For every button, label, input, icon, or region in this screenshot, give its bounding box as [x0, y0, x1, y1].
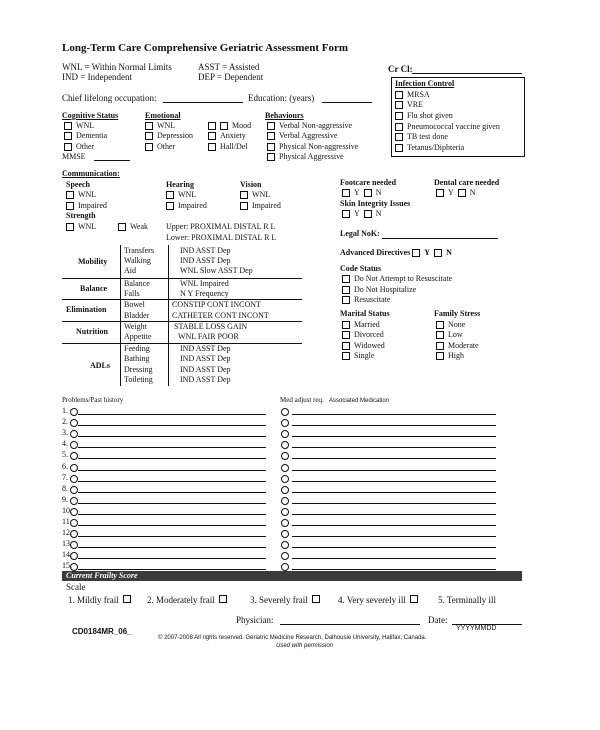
radio-icon[interactable] — [281, 408, 289, 416]
education-label: Education: (years) — [248, 93, 315, 103]
adls-label: ADLs — [90, 361, 111, 370]
frailty-title: Current Frailty Score — [66, 571, 138, 580]
problem-number: 2. — [62, 417, 68, 426]
sub-label: Transfers — [124, 246, 154, 255]
checkbox-icon[interactable] — [364, 189, 372, 197]
cognitive-title: Cognitive Status — [62, 111, 119, 120]
behaviour-item[interactable]: Verbal Aggressive — [267, 131, 337, 141]
radio-icon[interactable] — [70, 552, 78, 560]
medication-line[interactable] — [292, 569, 496, 570]
radio-icon[interactable] — [70, 530, 78, 538]
infection-item[interactable]: TB test done — [395, 132, 448, 142]
infection-item[interactable]: MRSA — [395, 90, 430, 100]
problem-line[interactable] — [78, 569, 266, 570]
checkbox-icon[interactable] — [395, 123, 403, 131]
hearing-label: Hearing — [166, 180, 194, 189]
legend-wnl: WNL = Within Normal Limits — [62, 62, 172, 72]
advanced-directives[interactable]: Advanced Directives Y N — [340, 248, 452, 257]
radio-icon[interactable] — [70, 486, 78, 494]
medication-line[interactable] — [292, 525, 496, 526]
problem-number: 10. — [62, 506, 72, 515]
checkbox-icon[interactable] — [342, 189, 350, 197]
checkbox-icon[interactable] — [267, 153, 275, 161]
medication-line[interactable] — [292, 481, 496, 482]
sub-label: Weight — [124, 322, 147, 331]
behaviours-title: Behaviours — [265, 111, 304, 120]
medication-line[interactable] — [292, 558, 496, 559]
problem-line[interactable] — [78, 447, 266, 448]
emotional-item[interactable]: Depression — [145, 131, 193, 141]
radio-icon[interactable] — [70, 508, 78, 516]
code-status-item[interactable]: Resuscitate — [342, 295, 390, 305]
sub-label: Aid — [124, 266, 136, 275]
physician-field[interactable] — [280, 624, 420, 625]
checkbox-icon[interactable] — [395, 133, 403, 141]
skin-yn[interactable]: Y N — [342, 209, 382, 219]
problem-line[interactable] — [78, 481, 266, 482]
checkbox-icon[interactable] — [166, 202, 174, 210]
problem-number: 4. — [62, 439, 68, 448]
options[interactable]: CATHETER CONT INCONT — [172, 311, 269, 320]
problem-line[interactable] — [78, 536, 266, 537]
checkbox-icon[interactable] — [342, 286, 350, 294]
speech-label: Speech — [66, 180, 90, 189]
hearing-item[interactable]: Impaired — [166, 201, 207, 211]
radio-icon[interactable] — [281, 530, 289, 538]
radio-icon[interactable] — [281, 452, 289, 460]
checkbox-icon[interactable] — [342, 275, 350, 283]
cognitive-item[interactable]: Other — [64, 142, 94, 152]
problem-number: 11. — [62, 517, 72, 526]
strength-label: Strength — [66, 211, 96, 220]
emotional-title: Emotional — [145, 111, 181, 120]
checkbox-icon[interactable] — [145, 143, 153, 151]
radio-icon[interactable] — [70, 519, 78, 527]
infection-item[interactable]: VRE — [395, 100, 423, 110]
medication-line[interactable] — [292, 458, 496, 459]
radio-icon[interactable] — [70, 464, 78, 472]
sub-label: Feeding — [124, 344, 150, 353]
family-stress-item[interactable]: Moderate — [436, 341, 479, 351]
checkbox-icon[interactable] — [342, 321, 350, 329]
options[interactable]: WNL FAIR POOR — [178, 332, 239, 341]
sub-label: Toileting — [124, 375, 153, 384]
radio-icon[interactable] — [70, 430, 78, 438]
infection-item[interactable]: Flu shot given — [395, 111, 453, 121]
radio-icon[interactable] — [70, 452, 78, 460]
checkbox-icon[interactable] — [342, 342, 350, 350]
checkbox-icon[interactable] — [208, 143, 216, 151]
sub-label: Dressing — [124, 365, 153, 374]
hall-del-item[interactable]: Hall/Del — [208, 142, 248, 152]
problem-number: 7. — [62, 473, 68, 482]
speech-item[interactable]: Impaired — [66, 201, 107, 211]
code-status-item[interactable]: Do Not Attempt to Resuscitate — [342, 274, 452, 284]
checkbox-icon[interactable] — [66, 223, 74, 231]
problems-label: Problems/Past history — [62, 396, 124, 404]
problem-number: 8. — [62, 484, 68, 493]
mobility-label: Mobility — [78, 257, 108, 266]
medication-line[interactable] — [292, 414, 496, 415]
medication-line[interactable] — [292, 503, 496, 504]
radio-icon[interactable] — [70, 441, 78, 449]
radio-icon[interactable] — [281, 519, 289, 527]
legal-nok-label: Legal NoK: — [340, 229, 380, 238]
problem-number: 6. — [62, 462, 68, 471]
footcare-title: Footcare needed — [340, 178, 397, 187]
code-status-item[interactable]: Do Not Hospitalize — [342, 285, 416, 295]
checkbox-icon[interactable] — [342, 210, 350, 218]
family-stress-item[interactable]: None — [436, 320, 465, 330]
problem-line[interactable] — [78, 425, 266, 426]
med-adjust-label: Med adjust req. Associated Medication — [280, 396, 390, 404]
dental-title: Dental care needed — [434, 178, 500, 187]
cognitive-item[interactable]: WNL — [64, 121, 94, 131]
sub-label: Walking — [124, 256, 151, 265]
skin-title: Skin Integrity Issues — [340, 199, 411, 208]
legal-nok-field[interactable] — [382, 238, 498, 239]
checkbox-icon[interactable] — [395, 144, 403, 152]
options[interactable]: IND ASST Dep — [180, 354, 231, 363]
options[interactable]: IND ASST Dep — [180, 375, 231, 384]
hearing-item[interactable]: WNL — [166, 190, 196, 200]
checkbox-icon[interactable] — [64, 132, 72, 140]
problem-line[interactable] — [78, 470, 266, 471]
family-stress-title: Family Stress — [434, 309, 481, 318]
checkbox-icon[interactable] — [267, 132, 275, 140]
radio-icon[interactable] — [281, 541, 289, 549]
radio-icon[interactable] — [70, 563, 78, 571]
strength-item[interactable]: Weak — [118, 222, 148, 232]
frailty-option[interactable]: 4. Very severely ill — [338, 595, 418, 605]
medication-line[interactable] — [292, 425, 496, 426]
checkbox-icon[interactable] — [436, 189, 444, 197]
vision-item[interactable]: WNL — [240, 190, 270, 200]
cr-cl-field[interactable] — [412, 73, 522, 74]
problem-number: 14. — [62, 550, 72, 559]
problem-number: 3. — [62, 428, 68, 437]
checkbox-icon[interactable] — [145, 122, 153, 130]
radio-icon[interactable] — [281, 464, 289, 472]
checkbox-icon[interactable] — [208, 132, 216, 140]
checkbox-icon[interactable] — [436, 321, 444, 329]
occupation-field[interactable] — [163, 102, 243, 103]
radio-icon[interactable] — [70, 408, 78, 416]
problem-line[interactable] — [78, 514, 266, 515]
problem-line[interactable] — [78, 558, 266, 559]
legend-ind: IND = Independent — [62, 72, 133, 82]
sub-label: Bathing — [124, 354, 150, 363]
medication-line[interactable] — [292, 547, 496, 548]
problem-number: 1. — [62, 406, 68, 415]
problem-number: 15. — [62, 561, 72, 570]
speech-item[interactable]: WNL — [66, 190, 96, 200]
frailty-option[interactable]: 5. Terminally ill — [438, 595, 496, 605]
marital-item[interactable]: Single — [342, 351, 374, 361]
family-stress-item[interactable]: High — [436, 351, 464, 361]
frailty-option[interactable]: 1. Mildly frail — [68, 595, 131, 605]
physician-label: Physician: — [236, 615, 274, 625]
communication-title: Communication: — [62, 169, 120, 178]
checkbox-icon[interactable] — [342, 296, 350, 304]
checkbox-icon[interactable] — [66, 202, 74, 210]
problem-line[interactable] — [78, 503, 266, 504]
infection-control-title: Infection Control — [395, 79, 455, 88]
checkbox-icon[interactable] — [145, 132, 153, 140]
problem-line[interactable] — [78, 458, 266, 459]
options[interactable]: WNL Slow ASST Dep — [180, 266, 253, 275]
infection-item[interactable]: Pneumococcal vaccine given — [395, 122, 500, 132]
frailty-option[interactable]: 3. Severely frail — [250, 595, 320, 605]
dental-yn[interactable]: Y N — [436, 188, 476, 198]
medication-line[interactable] — [292, 514, 496, 515]
marital-item[interactable]: Widowed — [342, 341, 385, 351]
permission: Used with permission — [276, 643, 334, 649]
medication-line[interactable] — [292, 492, 496, 493]
radio-icon[interactable] — [70, 541, 78, 549]
date-format: YYYYMMDD — [456, 625, 497, 632]
problem-line[interactable] — [78, 436, 266, 437]
vision-item[interactable]: Impaired — [240, 201, 281, 211]
options[interactable]: WNL Impaired — [180, 279, 229, 288]
checkbox-icon[interactable] — [267, 122, 275, 130]
checkbox-icon[interactable] — [240, 191, 248, 199]
checkbox-icon[interactable] — [64, 122, 72, 130]
sub-label: Bowel — [124, 300, 145, 309]
checkbox-icon[interactable] — [436, 331, 444, 339]
checkbox-icon[interactable] — [208, 122, 216, 130]
form-title: Long-Term Care Comprehensive Geriatric Assessment Form — [62, 42, 349, 54]
legend-dep: DEP = Dependent — [198, 72, 264, 82]
family-stress-item[interactable]: Low — [436, 330, 463, 340]
emotional-item[interactable]: Other — [145, 142, 175, 152]
options[interactable]: STABLE LOSS GAIN — [174, 322, 248, 331]
marital-item[interactable]: Married — [342, 320, 380, 330]
code-status-title: Code Status — [340, 264, 382, 273]
strength-item[interactable]: WNL — [66, 222, 96, 232]
problem-line[interactable] — [78, 414, 266, 415]
medication-line[interactable] — [292, 447, 496, 448]
checkbox-icon[interactable] — [64, 143, 72, 151]
frailty-scale-label: Scale — [66, 582, 86, 592]
medication-line[interactable] — [292, 436, 496, 437]
checkbox-icon[interactable] — [364, 210, 372, 218]
checkbox-icon[interactable] — [66, 191, 74, 199]
radio-icon[interactable] — [281, 508, 289, 516]
behaviour-item[interactable]: Physical Non-aggressive — [267, 142, 358, 152]
medication-line[interactable] — [292, 470, 496, 471]
checkbox-icon[interactable] — [395, 112, 403, 120]
radio-icon[interactable] — [281, 441, 289, 449]
options[interactable]: IND ASST Dep — [180, 246, 231, 255]
problem-line[interactable] — [78, 492, 266, 493]
checkbox-icon[interactable] — [219, 595, 227, 603]
problem-number: 9. — [62, 495, 68, 504]
problem-number: 13. — [62, 539, 72, 548]
checkbox-icon[interactable] — [412, 249, 420, 257]
options[interactable]: IND ASST Dep — [180, 256, 231, 265]
mood-item[interactable]: Mood — [208, 121, 251, 131]
checkbox-icon[interactable] — [267, 143, 275, 151]
sub-label: Falls — [124, 289, 140, 298]
radio-icon[interactable] — [70, 475, 78, 483]
radio-icon[interactable] — [281, 475, 289, 483]
behaviour-item[interactable]: Verbal Non-aggressive — [267, 121, 352, 131]
checkbox-icon[interactable] — [410, 595, 418, 603]
medication-line[interactable] — [292, 536, 496, 537]
occupation-label: Chief lifelong occupation: — [62, 93, 157, 103]
options[interactable]: IND ASST Dep — [180, 365, 231, 374]
form-code: CD0184MR_06_ — [72, 627, 132, 636]
checkbox-icon[interactable] — [118, 223, 126, 231]
checkbox-icon[interactable] — [342, 331, 350, 339]
radio-icon[interactable] — [281, 552, 289, 560]
radio-icon[interactable] — [281, 486, 289, 494]
checkbox-icon[interactable] — [312, 595, 320, 603]
checkbox-icon[interactable] — [220, 122, 228, 130]
radio-icon[interactable] — [281, 497, 289, 505]
checkbox-icon[interactable] — [395, 91, 403, 99]
radio-icon[interactable] — [281, 563, 289, 571]
checkbox-icon[interactable] — [395, 101, 403, 109]
checkbox-icon[interactable] — [342, 352, 350, 360]
elimination-label: Elimination — [66, 305, 107, 314]
marital-title: Marital Status — [340, 309, 390, 318]
checkbox-icon[interactable] — [436, 342, 444, 350]
options[interactable]: N Y Frequency — [180, 289, 229, 298]
nutrition-label: Nutrition — [76, 327, 108, 336]
date-label: Date: — [428, 615, 448, 625]
lower-strength[interactable]: Lower: PROXIMAL DISTAL R L — [166, 233, 277, 242]
infection-item[interactable]: Tetanus/Diphteria — [395, 143, 464, 153]
mmse-field[interactable] — [94, 160, 130, 161]
sub-label: Balance — [124, 279, 150, 288]
education-field[interactable] — [322, 102, 372, 103]
radio-icon[interactable] — [281, 430, 289, 438]
upper-strength[interactable]: Upper: PROXIMAL DISTAL R L — [166, 222, 276, 231]
marital-item[interactable]: Divorced — [342, 330, 384, 340]
copyright: © 2007-2008 All rights reserved. Geriatric Medicine Research, Dalhousie University, Halifax, Canada. — [158, 635, 427, 641]
problem-number: 12. — [62, 528, 72, 537]
problem-line[interactable] — [78, 547, 266, 548]
checkbox-icon[interactable] — [436, 352, 444, 360]
options[interactable]: IND ASST Dep — [180, 344, 231, 353]
checkbox-icon[interactable] — [434, 249, 442, 257]
balance-label: Balance — [80, 284, 108, 293]
cr-cl-label: Cr Cl: — [388, 64, 413, 74]
checkbox-icon[interactable] — [123, 595, 131, 603]
radio-icon[interactable] — [281, 419, 289, 427]
checkbox-icon[interactable] — [166, 191, 174, 199]
behaviour-item[interactable]: Physical Aggressive — [267, 152, 344, 162]
radio-icon[interactable] — [70, 419, 78, 427]
problem-number: 5. — [62, 450, 68, 459]
anxiety-item[interactable]: Anxiety — [208, 131, 246, 141]
checkbox-icon[interactable] — [458, 189, 466, 197]
emotional-item[interactable]: WNL — [145, 121, 175, 131]
mmse-label: MMSE — [62, 152, 86, 161]
radio-icon[interactable] — [70, 497, 78, 505]
problem-line[interactable] — [78, 525, 266, 526]
vision-label: Vision — [240, 180, 262, 189]
footcare-yn[interactable]: Y N — [342, 188, 382, 198]
checkbox-icon[interactable] — [240, 202, 248, 210]
legend-asst: ASST = Assisted — [198, 62, 260, 72]
frailty-option[interactable]: 2. Moderately frail — [147, 595, 227, 605]
sub-label: Bladder — [124, 311, 150, 320]
options[interactable]: CONSTIP CONT INCONT — [172, 300, 261, 309]
sub-label: Appetite — [124, 332, 152, 341]
cognitive-item[interactable]: Dementia — [64, 131, 107, 141]
